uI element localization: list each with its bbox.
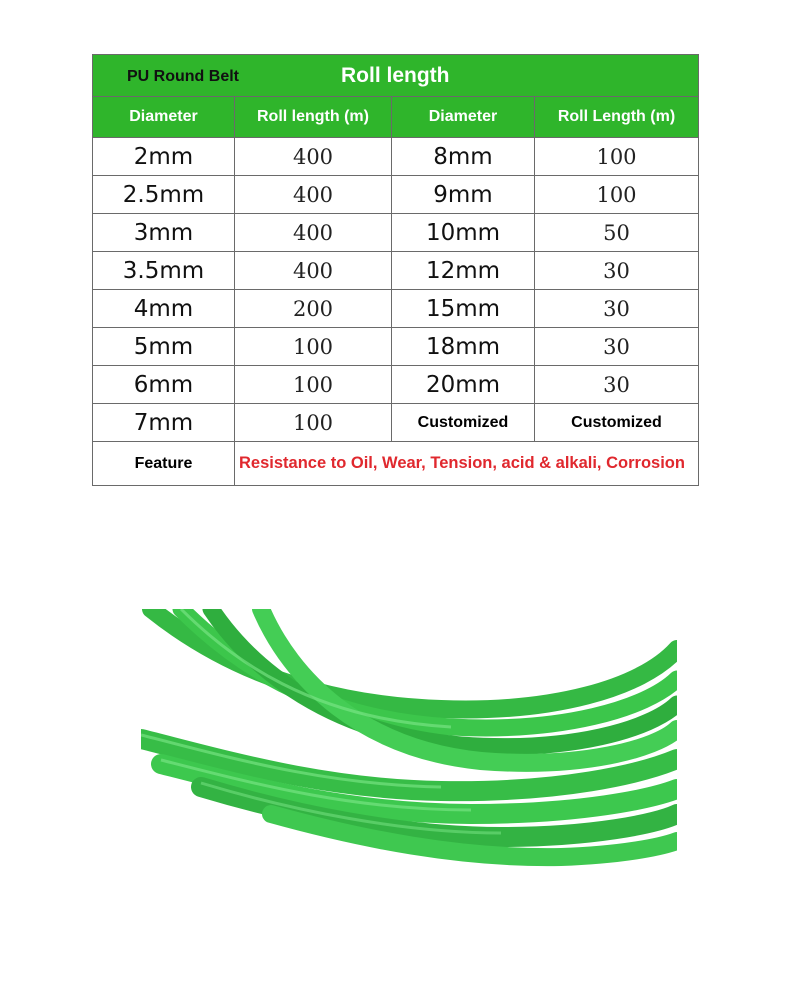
diameter-cell: 9mm [392,176,535,214]
diameter-cell: 20mm [392,366,535,404]
diameter-cell: 12mm [392,252,535,290]
roll-length-cell: 30 [535,290,699,328]
roll-length-cell: 100 [235,328,392,366]
table-row [93,404,699,442]
diameter-cell: 2mm [93,138,235,176]
column-header: Diameter [392,97,535,138]
diameter-cell: 2.5mm [93,176,235,214]
table-row [93,328,699,366]
table-subtitle: PU Round Belt [127,68,239,85]
table-title-cell [93,55,699,97]
feature-text: Resistance to Oil, Wear, Tension, acid & alkali, Corrosion [235,442,699,486]
column-header: Roll length (m) [235,97,392,138]
feature-row [93,442,699,486]
feature-label: Feature [93,442,235,486]
roll-length-cell: 30 [535,328,699,366]
diameter-cell: 4mm [93,290,235,328]
roll-length-cell: 100 [235,366,392,404]
roll-length-cell: Customized [535,404,699,442]
roll-length-cell: 400 [235,252,392,290]
roll-length-cell: 400 [235,214,392,252]
diameter-cell: 3mm [93,214,235,252]
table-row [93,366,699,404]
column-header: Diameter [93,97,235,138]
roll-length-cell: 100 [535,138,699,176]
table-title-row [93,55,699,97]
belt-coil-illustration [141,609,677,867]
table-row [93,290,699,328]
roll-length-cell: 30 [535,366,699,404]
table-row [93,138,699,176]
roll-length-cell: 400 [235,138,392,176]
column-header: Roll Length (m) [535,97,699,138]
roll-length-cell: 400 [235,176,392,214]
table-header-row [93,97,699,138]
diameter-cell: 5mm [93,328,235,366]
diameter-cell: 15mm [392,290,535,328]
table-title: Roll length [341,64,450,87]
table-row [93,252,699,290]
diameter-cell: 18mm [392,328,535,366]
roll-length-table [92,54,699,486]
diameter-cell: 8mm [392,138,535,176]
table-row [93,214,699,252]
roll-length-cell: 200 [235,290,392,328]
diameter-cell: 10mm [392,214,535,252]
diameter-cell: 6mm [93,366,235,404]
green-belt-coil-photo [141,609,677,867]
roll-length-cell: 100 [235,404,392,442]
roll-length-cell: 100 [535,176,699,214]
table-row [93,176,699,214]
diameter-cell: 3.5mm [93,252,235,290]
roll-length-table-container [92,54,698,486]
diameter-cell: 7mm [93,404,235,442]
diameter-cell: Customized [392,404,535,442]
roll-length-cell: 30 [535,252,699,290]
roll-length-cell: 50 [535,214,699,252]
